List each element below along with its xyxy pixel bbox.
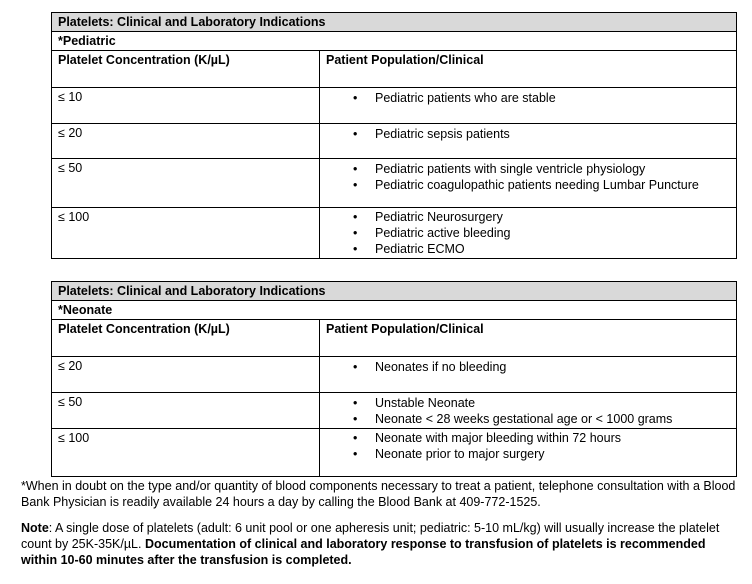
list-item: • Unstable Neonate (375, 395, 730, 411)
threshold-cell: ≤ 100 (52, 208, 320, 259)
list-item: • Pediatric patients with single ventricle physiology (375, 161, 730, 177)
table-row (52, 159, 737, 208)
table-title: Platelets: Clinical and Laboratory Indications (52, 282, 737, 301)
column-header-population: Patient Population/Clinical (320, 320, 737, 357)
list-item: • Pediatric sepsis patients (375, 126, 730, 142)
note-text: : A single dose of platelets (adult: 6 unit pool or one apheresis unit; pediatric: 5-10 mL/kg) will usually increase the platelet count by 25K-35K/µL. (21, 521, 720, 551)
list-item: • Pediatric Neurosurgery (375, 209, 730, 225)
group-label: *Pediatric (52, 32, 737, 51)
column-header-concentration: Platelet Concentration (K/µL) (52, 320, 320, 357)
table-row (52, 208, 737, 259)
column-header-concentration: Platelet Concentration (K/µL) (52, 51, 320, 88)
dosing-note (21, 520, 739, 568)
list-item: • Neonate < 28 weeks gestational age or < 1000 grams (375, 411, 730, 427)
threshold-cell: ≤ 100 (52, 429, 320, 477)
threshold-cell: ≤ 10 (52, 88, 320, 124)
group-label: *Neonate (52, 301, 737, 320)
table-row (52, 124, 737, 159)
note-emphasis: Documentation of clinical and laboratory response to transfusion of platelets is recommended within 10-60 minutes after the transfusion is completed. (21, 537, 706, 567)
threshold-cell: ≤ 50 (52, 393, 320, 429)
note-label: Note (21, 521, 49, 535)
threshold-cell: ≤ 50 (52, 159, 320, 208)
list-item: • Pediatric ECMO (375, 241, 730, 257)
table-row (52, 429, 737, 477)
list-item: • Pediatric patients who are stable (375, 90, 730, 106)
threshold-cell: ≤ 20 (52, 124, 320, 159)
neonate-indications-table (51, 281, 737, 477)
list-item: • Pediatric active bleeding (375, 225, 730, 241)
table-row (52, 357, 737, 393)
list-item: • Neonate with major bleeding within 72 hours (375, 430, 730, 446)
pediatric-indications-table (51, 12, 737, 259)
table-title: Platelets: Clinical and Laboratory Indications (52, 13, 737, 32)
list-item: • Pediatric coagulopathic patients needing Lumbar Puncture (375, 177, 730, 193)
threshold-cell: ≤ 20 (52, 357, 320, 393)
list-item: • Neonate prior to major surgery (375, 446, 730, 462)
table-row (52, 88, 737, 124)
list-item: • Neonates if no bleeding (375, 359, 730, 375)
consultation-footnote: *When in doubt on the type and/or quantity of blood components necessary to treat a patient, telephone consultation with a Blood Bank Physician is readily available 24 hours a day by calling the Blood Bank at 409-772-1525. (21, 479, 736, 509)
table-row (52, 393, 737, 429)
column-header-population: Patient Population/Clinical (320, 51, 737, 88)
